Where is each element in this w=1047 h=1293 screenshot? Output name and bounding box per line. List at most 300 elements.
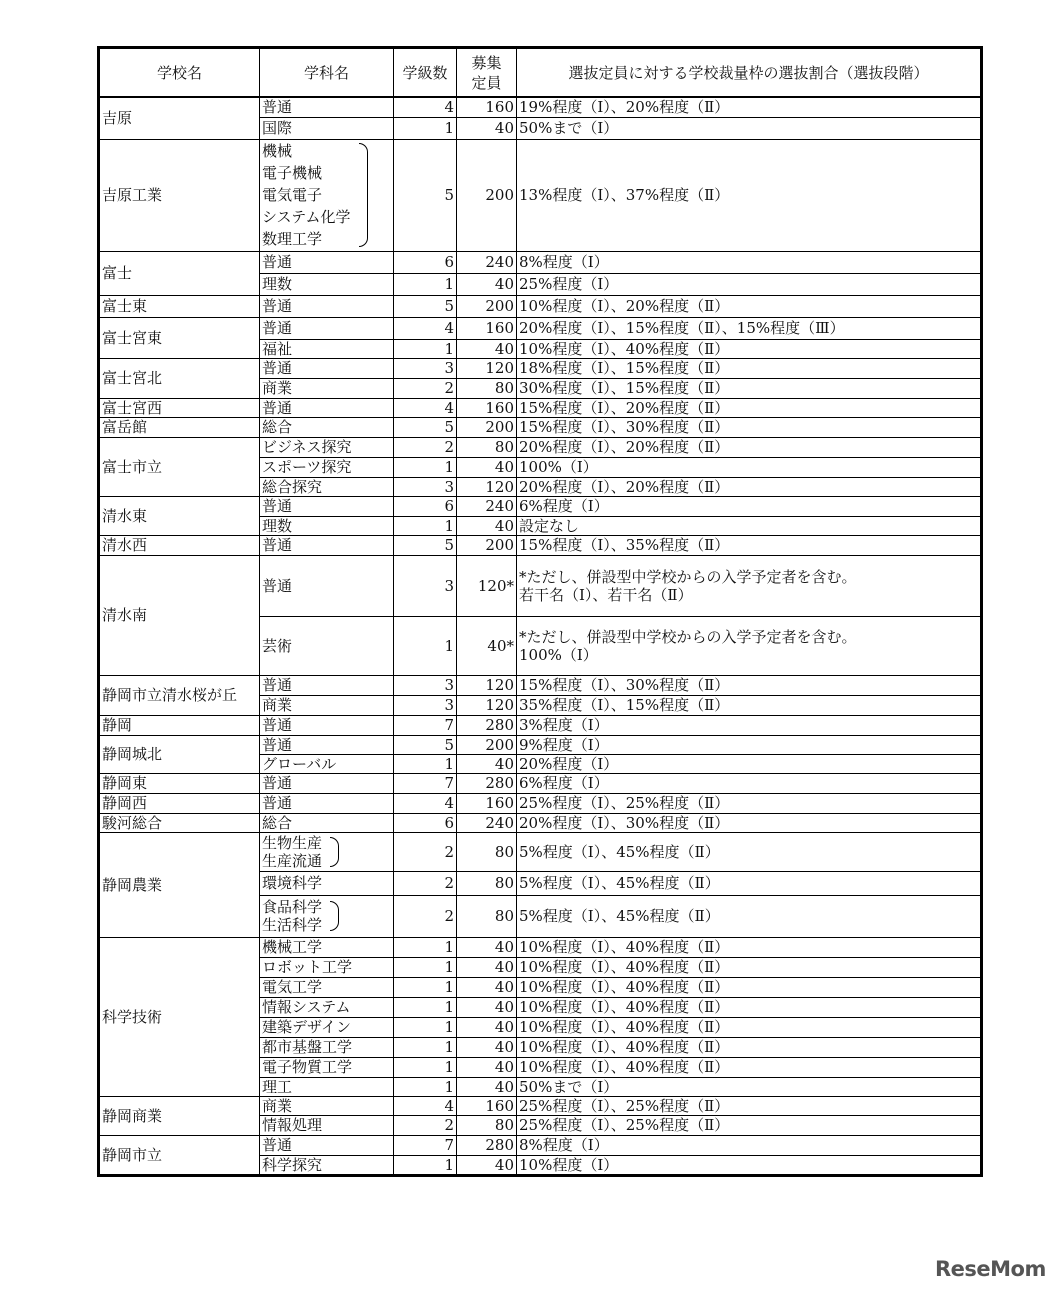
class-count: 5 xyxy=(394,295,457,317)
header-dept: 学科名 xyxy=(260,48,394,98)
dept-name-line: 電子機械 xyxy=(262,164,323,182)
ratio-line: 18%程度（Ⅰ）、15%程度（Ⅱ） xyxy=(519,359,730,377)
quota: 200 xyxy=(457,417,517,437)
table-row xyxy=(99,358,982,378)
quota: 120 xyxy=(457,695,517,715)
ratio-line: 13%程度（Ⅰ）、37%程度（Ⅱ） xyxy=(519,186,730,204)
dept-name-line: 普通 xyxy=(262,1136,293,1154)
table-row xyxy=(99,139,982,251)
dept-name xyxy=(260,715,394,735)
table-row xyxy=(99,675,982,695)
quota: 200 xyxy=(457,535,517,555)
header-row xyxy=(99,48,982,98)
brace-icon xyxy=(330,901,339,931)
dept-name-line: 理数 xyxy=(262,275,293,293)
ratio-line: 5%程度（Ⅰ）、45%程度（Ⅱ） xyxy=(519,874,720,892)
dept-name xyxy=(260,251,394,273)
table-row xyxy=(99,715,982,735)
quota: 80 xyxy=(457,895,517,937)
selection-ratio xyxy=(517,1135,982,1155)
dept-name-line: スポーツ探究 xyxy=(262,458,352,476)
ratio-line: 25%程度（Ⅰ）、25%程度（Ⅱ） xyxy=(519,1096,730,1115)
dept-name-line: 普通 xyxy=(262,735,293,754)
dept-name xyxy=(260,378,394,398)
class-count: 7 xyxy=(394,715,457,735)
selection-ratio xyxy=(517,754,982,773)
dept-name xyxy=(260,957,394,977)
selection-ratio xyxy=(517,1017,982,1037)
ratio-line: 20%程度（Ⅰ）、30%程度（Ⅱ） xyxy=(519,813,730,832)
dept-name xyxy=(260,1135,394,1155)
ratio-line: *ただし、併設型中学校からの入学予定者を含む。 xyxy=(519,567,857,586)
selection-ratio xyxy=(517,398,982,417)
class-count: 1 xyxy=(394,977,457,997)
quota: 40 xyxy=(457,754,517,773)
dept-name-line: 機械工学 xyxy=(262,938,323,956)
selection-ratio xyxy=(517,97,982,117)
class-count: 3 xyxy=(394,555,457,616)
class-count: 4 xyxy=(394,1096,457,1115)
dept-name-line: 国際 xyxy=(262,119,293,137)
dept-name-line: 商業 xyxy=(262,696,293,714)
selection-ratio xyxy=(517,1057,982,1077)
school-name: 清水南 xyxy=(99,555,260,675)
quota: 240 xyxy=(457,496,517,516)
school-name: 科学技術 xyxy=(99,937,260,1096)
dept-name xyxy=(260,97,394,117)
dept-name-line: 普通 xyxy=(262,536,293,554)
dept-name xyxy=(260,754,394,773)
class-count: 5 xyxy=(394,535,457,555)
selection-ratio xyxy=(517,832,982,871)
selection-ratio xyxy=(517,735,982,754)
class-count: 3 xyxy=(394,358,457,378)
dept-name-line: 総合 xyxy=(262,813,293,832)
quota: 40 xyxy=(457,937,517,957)
header-school: 学校名 xyxy=(99,48,260,98)
ratio-line: 9%程度（Ⅰ） xyxy=(519,735,609,754)
dept-name-line: 商業 xyxy=(262,379,293,397)
dept-name-line: 普通 xyxy=(262,497,293,515)
ratio-line: 20%程度（Ⅰ）、20%程度（Ⅱ） xyxy=(519,438,730,456)
dept-name xyxy=(260,793,394,813)
dept-name-line: 芸術 xyxy=(262,636,293,655)
class-count: 2 xyxy=(394,895,457,937)
class-count: 4 xyxy=(394,793,457,813)
ratio-line: 30%程度（Ⅰ）、15%程度（Ⅱ） xyxy=(519,379,730,397)
brace-icon xyxy=(359,143,368,247)
dept-name xyxy=(260,832,394,871)
school-name: 静岡 xyxy=(99,715,260,735)
class-count: 1 xyxy=(394,1077,457,1096)
table-row xyxy=(99,317,982,339)
ratio-line: 25%程度（Ⅰ）、25%程度（Ⅱ） xyxy=(519,794,730,812)
class-count: 1 xyxy=(394,997,457,1017)
dept-name-line: 建築デザイン xyxy=(262,1018,351,1036)
school-name: 富士市立 xyxy=(99,437,260,496)
dept-name-line: 普通 xyxy=(262,253,293,271)
class-count: 2 xyxy=(394,832,457,871)
dept-name xyxy=(260,496,394,516)
table-row xyxy=(99,437,982,457)
ratio-line: 100%（Ⅰ） xyxy=(519,645,598,664)
table-row xyxy=(99,793,982,813)
dept-name-line: 機械 xyxy=(262,142,293,160)
quota: 120 xyxy=(457,358,517,378)
quota: 40 xyxy=(457,957,517,977)
quota: 40 xyxy=(457,997,517,1017)
dept-name-line: 商業 xyxy=(262,1096,293,1115)
selection-ratio xyxy=(517,957,982,977)
ratio-line: 6%程度（Ⅰ） xyxy=(519,497,609,515)
school-name: 静岡農業 xyxy=(99,832,260,937)
class-count: 3 xyxy=(394,695,457,715)
selection-ratio xyxy=(517,871,982,895)
class-count: 7 xyxy=(394,773,457,793)
selection-ratio xyxy=(517,1096,982,1115)
header-classes: 学級数 xyxy=(394,48,457,98)
quota: 40 xyxy=(457,1077,517,1096)
ratio-line: 10%程度（Ⅰ）、40%程度（Ⅱ） xyxy=(519,1038,730,1056)
selection-ratio xyxy=(517,813,982,832)
dept-name xyxy=(260,295,394,317)
ratio-line: 10%程度（Ⅰ）、40%程度（Ⅱ） xyxy=(519,998,730,1016)
class-count: 1 xyxy=(394,754,457,773)
quota: 160 xyxy=(457,793,517,813)
dept-name-line: 情報処理 xyxy=(262,1116,323,1134)
quota: 200 xyxy=(457,139,517,251)
selection-ratio xyxy=(517,997,982,1017)
dept-name xyxy=(260,1037,394,1057)
ratio-line: 20%程度（Ⅰ）、20%程度（Ⅱ） xyxy=(519,477,730,496)
selection-ratio xyxy=(517,1077,982,1096)
ratio-line: 20%程度（Ⅰ） xyxy=(519,754,619,773)
ratio-line: 15%程度（Ⅰ）、30%程度（Ⅱ） xyxy=(519,418,730,436)
ratio-line: 10%程度（Ⅰ）、40%程度（Ⅱ） xyxy=(519,938,730,956)
table-row xyxy=(99,813,982,832)
quota: 80 xyxy=(457,1115,517,1135)
quota: 160 xyxy=(457,1096,517,1115)
dept-name-line: 情報システム xyxy=(262,998,351,1016)
ratio-line: 35%程度（Ⅰ）、15%程度（Ⅱ） xyxy=(519,696,730,714)
dept-name-line: 福祉 xyxy=(262,339,293,358)
class-count: 1 xyxy=(394,339,457,358)
class-count: 4 xyxy=(394,97,457,117)
ratio-line: 25%程度（Ⅰ）、25%程度（Ⅱ） xyxy=(519,1116,730,1134)
quota: 160 xyxy=(457,317,517,339)
dept-name xyxy=(260,871,394,895)
selection-ratio xyxy=(517,139,982,251)
selection-ratio xyxy=(517,273,982,295)
class-count: 6 xyxy=(394,496,457,516)
dept-name xyxy=(260,1155,394,1175)
school-name: 富士宮東 xyxy=(99,317,260,358)
ratio-line: 15%程度（Ⅰ）、35%程度（Ⅱ） xyxy=(519,536,730,554)
quota: 160 xyxy=(457,398,517,417)
school-name: 駿河総合 xyxy=(99,813,260,832)
selection-ratio xyxy=(517,251,982,273)
class-count: 5 xyxy=(394,139,457,251)
dept-name xyxy=(260,895,394,937)
table-row xyxy=(99,1135,982,1155)
quota: 280 xyxy=(457,773,517,793)
class-count: 4 xyxy=(394,398,457,417)
selection-ratio xyxy=(517,358,982,378)
header-ratio: 選抜定員に対する学校裁量枠の選抜割合（選抜段階） xyxy=(517,48,982,98)
dept-name-line: 生産流通 xyxy=(262,851,323,870)
selection-ratio xyxy=(517,937,982,957)
ratio-line: 6%程度（Ⅰ） xyxy=(519,774,609,792)
quota: 200 xyxy=(457,295,517,317)
school-name: 富士宮北 xyxy=(99,358,260,398)
selection-ratio xyxy=(517,516,982,535)
class-count: 3 xyxy=(394,477,457,496)
dept-name xyxy=(260,273,394,295)
dept-name-line: 都市基盤工学 xyxy=(262,1038,353,1056)
school-name: 富士東 xyxy=(99,295,260,317)
dept-name xyxy=(260,516,394,535)
school-name: 清水西 xyxy=(99,535,260,555)
ratio-line: 10%程度（Ⅰ）、40%程度（Ⅱ） xyxy=(519,339,730,358)
selection-ratio xyxy=(517,695,982,715)
selection-ratio xyxy=(517,295,982,317)
ratio-line: 8%程度（Ⅰ） xyxy=(519,253,609,271)
quota: 40 xyxy=(457,1017,517,1037)
selection-ratio xyxy=(517,895,982,937)
class-count: 1 xyxy=(394,117,457,139)
ratio-line: 100%（Ⅰ） xyxy=(519,458,598,476)
dept-name-line: 生物生産 xyxy=(262,833,323,852)
class-count: 1 xyxy=(394,957,457,977)
dept-name xyxy=(260,339,394,358)
quota: 280 xyxy=(457,715,517,735)
class-count: 5 xyxy=(394,735,457,754)
class-count: 2 xyxy=(394,378,457,398)
dept-name-line: 普通 xyxy=(262,297,293,315)
dept-name-line: 生活科学 xyxy=(262,916,323,934)
quota: 40 xyxy=(457,273,517,295)
dept-name xyxy=(260,398,394,417)
dept-name-line: 電気電子 xyxy=(262,186,323,204)
table-row xyxy=(99,773,982,793)
dept-name-line: グローバル xyxy=(262,754,337,773)
quota: 160 xyxy=(457,97,517,117)
school-name: 吉原 xyxy=(99,97,260,139)
resemom-logo: ReseMom xyxy=(935,1257,1046,1281)
school-name: 静岡市立清水桜が丘 xyxy=(99,675,260,715)
quota: 40 xyxy=(457,1057,517,1077)
table-row xyxy=(99,97,982,117)
dept-name xyxy=(260,437,394,457)
class-count: 5 xyxy=(394,417,457,437)
ratio-line: 10%程度（Ⅰ）、40%程度（Ⅱ） xyxy=(519,958,730,976)
dept-name xyxy=(260,535,394,555)
ratio-line: 10%程度（Ⅰ）、40%程度（Ⅱ） xyxy=(519,1018,730,1036)
dept-name xyxy=(260,616,394,675)
table-row xyxy=(99,937,982,957)
class-count: 1 xyxy=(394,457,457,477)
class-count: 1 xyxy=(394,516,457,535)
ratio-line: 15%程度（Ⅰ）、20%程度（Ⅱ） xyxy=(519,398,730,417)
selection-ratio xyxy=(517,616,982,675)
dept-name-line: 電気工学 xyxy=(262,978,323,996)
dept-name xyxy=(260,675,394,695)
dept-name xyxy=(260,139,394,251)
dept-name-line: 食品科学 xyxy=(262,898,323,916)
school-name: 清水東 xyxy=(99,496,260,535)
school-name: 富士宮西 xyxy=(99,398,260,417)
selection-ratio xyxy=(517,675,982,695)
quota: 120* xyxy=(457,555,517,616)
dept-name-line: ビジネス探究 xyxy=(262,438,352,456)
ratio-line: 25%程度（Ⅰ） xyxy=(519,275,619,293)
class-count: 4 xyxy=(394,317,457,339)
class-count: 1 xyxy=(394,273,457,295)
school-name: 静岡市立 xyxy=(99,1135,260,1175)
school-name: 静岡城北 xyxy=(99,735,260,773)
selection-ratio xyxy=(517,496,982,516)
selection-ratio xyxy=(517,793,982,813)
dept-name xyxy=(260,977,394,997)
quota: 40 xyxy=(457,457,517,477)
quota: 120 xyxy=(457,477,517,496)
dept-name-line: 普通 xyxy=(262,794,293,812)
dept-name xyxy=(260,1017,394,1037)
quota: 40* xyxy=(457,616,517,675)
dept-name xyxy=(260,477,394,496)
selection-ratio xyxy=(517,977,982,997)
school-name: 静岡東 xyxy=(99,773,260,793)
dept-name-line: 普通 xyxy=(262,716,293,734)
dept-name xyxy=(260,937,394,957)
selection-ratio xyxy=(517,317,982,339)
class-count: 2 xyxy=(394,1115,457,1135)
selection-ratio xyxy=(517,339,982,358)
quota: 40 xyxy=(457,977,517,997)
quota: 40 xyxy=(457,117,517,139)
table-row xyxy=(99,555,982,616)
class-count: 1 xyxy=(394,1017,457,1037)
dept-name-line: 普通 xyxy=(262,576,293,595)
selection-ratio xyxy=(517,417,982,437)
dept-name xyxy=(260,117,394,139)
table-row xyxy=(99,251,982,273)
school-name: 富士 xyxy=(99,251,260,295)
selection-ratio xyxy=(517,1155,982,1175)
dept-name xyxy=(260,997,394,1017)
dept-name-line: 科学探究 xyxy=(262,1155,323,1174)
dept-name-line: 理数 xyxy=(262,516,293,535)
dept-name-line: 総合 xyxy=(262,418,293,436)
quota: 80 xyxy=(457,378,517,398)
ratio-line: 15%程度（Ⅰ）、30%程度（Ⅱ） xyxy=(519,676,730,694)
quota: 200 xyxy=(457,735,517,754)
quota: 80 xyxy=(457,437,517,457)
class-count: 1 xyxy=(394,1037,457,1057)
class-count: 2 xyxy=(394,871,457,895)
class-count: 2 xyxy=(394,437,457,457)
quota: 80 xyxy=(457,832,517,871)
quota: 40 xyxy=(457,516,517,535)
dept-name xyxy=(260,695,394,715)
table-row xyxy=(99,496,982,516)
school-name: 静岡西 xyxy=(99,793,260,813)
table-row xyxy=(99,535,982,555)
selection-ratio-table xyxy=(97,46,983,1177)
class-count: 1 xyxy=(394,616,457,675)
ratio-line: *ただし、併設型中学校からの入学予定者を含む。 xyxy=(519,627,857,646)
school-name: 静岡商業 xyxy=(99,1096,260,1135)
class-count: 1 xyxy=(394,1155,457,1175)
dept-name xyxy=(260,1115,394,1135)
quota: 40 xyxy=(457,1037,517,1057)
ratio-line: 3%程度（Ⅰ） xyxy=(519,716,609,734)
header-quota: 募集 定員 xyxy=(457,48,517,98)
school-name: 富岳館 xyxy=(99,417,260,437)
class-count: 6 xyxy=(394,251,457,273)
ratio-line: 設定なし xyxy=(519,516,580,535)
ratio-line: 50%まで（Ⅰ） xyxy=(519,1077,619,1096)
selection-ratio xyxy=(517,773,982,793)
ratio-line: 5%程度（Ⅰ）、45%程度（Ⅱ） xyxy=(519,907,720,925)
selection-ratio xyxy=(517,117,982,139)
dept-name xyxy=(260,735,394,754)
dept-name-line: 理工 xyxy=(262,1077,293,1096)
ratio-line: 50%まで（Ⅰ） xyxy=(519,119,619,137)
table-row xyxy=(99,398,982,417)
dept-name-line: 電子物質工学 xyxy=(262,1058,353,1076)
quota: 40 xyxy=(457,1155,517,1175)
ratio-line: 10%程度（Ⅰ）、40%程度（Ⅱ） xyxy=(519,978,730,996)
dept-name xyxy=(260,813,394,832)
dept-name xyxy=(260,1077,394,1096)
dept-name-line: 総合探究 xyxy=(262,477,323,496)
ratio-line: 10%程度（Ⅰ）、20%程度（Ⅱ） xyxy=(519,297,730,315)
quota: 240 xyxy=(457,251,517,273)
ratio-line: 若干名（Ⅰ）、若干名（Ⅱ） xyxy=(519,585,693,604)
class-count: 7 xyxy=(394,1135,457,1155)
class-count: 6 xyxy=(394,813,457,832)
dept-name-line: 数理工学 xyxy=(262,230,323,248)
school-name: 吉原工業 xyxy=(99,139,260,251)
selection-ratio xyxy=(517,457,982,477)
quota: 240 xyxy=(457,813,517,832)
dept-name xyxy=(260,1096,394,1115)
table-row xyxy=(99,832,982,871)
selection-ratio xyxy=(517,437,982,457)
selection-ratio xyxy=(517,1115,982,1135)
class-count: 3 xyxy=(394,675,457,695)
dept-name-line: 普通 xyxy=(262,319,293,337)
dept-name-line: 普通 xyxy=(262,774,293,792)
dept-name-line: ロボット工学 xyxy=(262,958,353,976)
table-row xyxy=(99,295,982,317)
selection-ratio xyxy=(517,715,982,735)
table-row xyxy=(99,1096,982,1115)
dept-name-line: 普通 xyxy=(262,359,293,377)
table-row xyxy=(99,417,982,437)
dept-name xyxy=(260,773,394,793)
dept-name-line: 普通 xyxy=(262,676,293,694)
ratio-line: 10%程度（Ⅰ） xyxy=(519,1155,619,1174)
selection-ratio xyxy=(517,477,982,496)
dept-name-line: 普通 xyxy=(262,398,293,417)
dept-name xyxy=(260,358,394,378)
ratio-line: 5%程度（Ⅰ）、45%程度（Ⅱ） xyxy=(519,842,720,861)
dept-name-line: 環境科学 xyxy=(262,874,323,892)
dept-name xyxy=(260,555,394,616)
table-row xyxy=(99,735,982,754)
